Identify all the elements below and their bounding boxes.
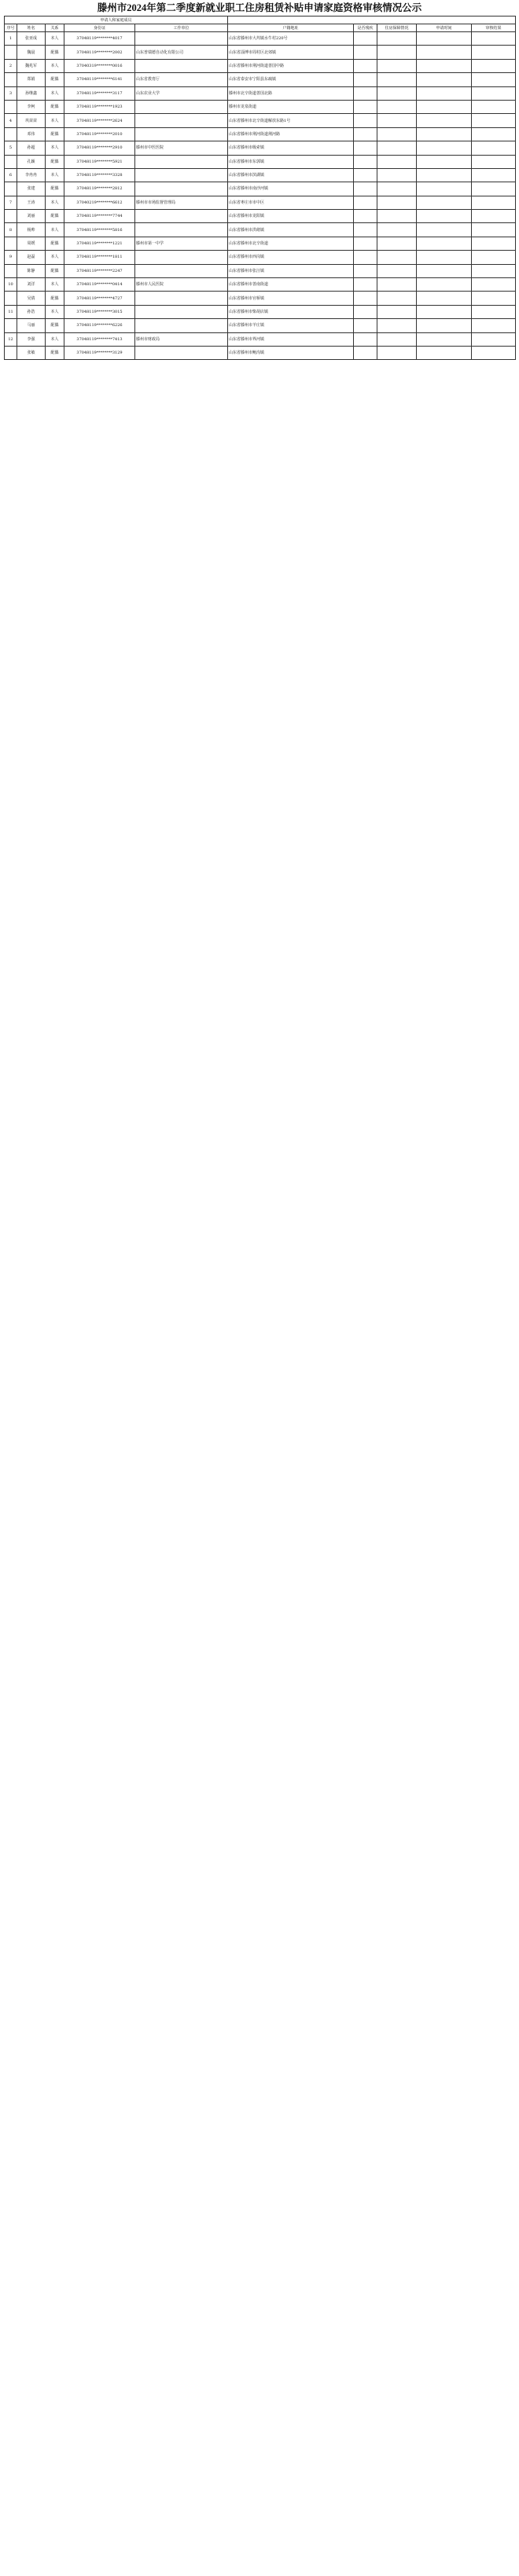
table-cell: 滕州市市场监督管理局 — [135, 196, 228, 209]
table-cell — [377, 155, 417, 168]
table-cell: 张亚成 — [17, 32, 46, 46]
table-cell — [417, 155, 472, 168]
table-cell: 山东省滕州市东郭镇 — [228, 155, 354, 168]
table-cell — [377, 73, 417, 86]
table-cell — [5, 264, 17, 277]
table-cell: 配偶 — [46, 237, 64, 250]
table-row — [5, 141, 516, 155]
table-cell — [5, 346, 17, 359]
table-cell — [135, 155, 228, 168]
table-cell — [377, 264, 417, 277]
table-cell: 滕州市第一中学 — [135, 237, 228, 250]
table-row — [5, 210, 516, 223]
table-row — [5, 114, 516, 127]
header-cell: 申请时间 — [417, 24, 472, 32]
table-cell: 山东省滕州市洪绪镇 — [228, 223, 354, 237]
table-cell — [472, 127, 516, 141]
table-cell: 本人 — [46, 86, 64, 100]
table-cell — [417, 86, 472, 100]
table-row — [5, 305, 516, 318]
table-row — [5, 251, 516, 264]
table-row — [5, 196, 516, 209]
table-cell: 配偶 — [46, 46, 64, 59]
table-cell: 11 — [5, 305, 17, 318]
table-cell — [135, 264, 228, 277]
table-cell — [135, 319, 228, 332]
table-cell: 吴倩 — [17, 292, 46, 305]
table-cell — [135, 223, 228, 237]
table-cell — [472, 305, 516, 318]
table-row — [5, 223, 516, 237]
table-cell — [377, 127, 417, 141]
table-cell: 9 — [5, 251, 17, 264]
table-cell: 配偶 — [46, 73, 64, 86]
table-cell: 本人 — [46, 59, 64, 72]
table-cell: 37048119********6226 — [64, 319, 135, 332]
table-cell — [354, 278, 377, 292]
table-cell — [377, 59, 417, 72]
table-cell — [135, 251, 228, 264]
table-cell — [354, 73, 377, 86]
table-cell: 山东省滕州市南沙河镇 — [228, 182, 354, 196]
table-cell — [417, 210, 472, 223]
table-cell — [135, 210, 228, 223]
table-cell: 8 — [5, 223, 17, 237]
table-cell: 滕州市中医医院 — [135, 141, 228, 155]
table-cell: 37048119********2002 — [64, 46, 135, 59]
table-cell: 37048119********3328 — [64, 168, 135, 182]
table-cell: 周媛 — [17, 237, 46, 250]
table-cell: 配偶 — [46, 182, 64, 196]
table-row — [5, 59, 516, 72]
table-cell — [417, 305, 472, 318]
table-cell — [417, 278, 472, 292]
table-cell: 配偶 — [46, 264, 64, 277]
table-cell: 1 — [5, 32, 17, 46]
table-cell — [354, 305, 377, 318]
table-cell: 山东省枣庄市市中区 — [228, 196, 354, 209]
table-cell: 本人 — [46, 251, 64, 264]
table-cell: 37048119********1221 — [64, 237, 135, 250]
table-cell — [417, 237, 472, 250]
group-header: 申请人和家庭成员 — [5, 17, 228, 24]
table-cell: 7 — [5, 196, 17, 209]
table-cell — [135, 100, 228, 113]
table-cell — [377, 346, 417, 359]
table-cell — [472, 155, 516, 168]
table-row — [5, 127, 516, 141]
table-cell: 山东省滕州市北辛街道解放东路1号 — [228, 114, 354, 127]
table-cell — [377, 210, 417, 223]
table-cell — [135, 292, 228, 305]
table-cell: 本人 — [46, 305, 64, 318]
table-cell — [472, 210, 516, 223]
table-row — [5, 332, 516, 346]
table-cell — [377, 237, 417, 250]
table-cell — [135, 59, 228, 72]
table-cell: 37048119********7413 — [64, 332, 135, 346]
table-cell — [354, 210, 377, 223]
table-cell: 郑娟 — [17, 73, 46, 86]
table-row — [5, 73, 516, 86]
table-cell — [417, 141, 472, 155]
table-cell: 魏晨 — [17, 46, 46, 59]
table-cell — [354, 59, 377, 72]
table-cell: 刘洋 — [17, 278, 46, 292]
table-cell: 37048119********3117 — [64, 86, 135, 100]
header-cell: 工作单位 — [135, 24, 228, 32]
table-cell: 3 — [5, 86, 17, 100]
table-cell — [472, 46, 516, 59]
table-cell — [417, 223, 472, 237]
table-cell — [5, 292, 17, 305]
header-cell: 身份证 — [64, 24, 135, 32]
table-cell — [5, 100, 17, 113]
table-cell — [472, 32, 516, 46]
table-cell: 山东省滕州市西岗镇 — [228, 251, 354, 264]
table-cell: 6 — [5, 168, 17, 182]
table-cell — [417, 346, 472, 359]
table-cell — [472, 182, 516, 196]
table-cell: 山东省滕州市荆河街道荆河路 — [228, 127, 354, 141]
table-cell — [472, 59, 516, 72]
table-cell — [417, 127, 472, 141]
table-cell: 本人 — [46, 196, 64, 209]
table-cell — [354, 182, 377, 196]
table-cell — [472, 168, 516, 182]
table-cell — [472, 196, 516, 209]
table-cell — [377, 196, 417, 209]
table-cell: 邓伟 — [17, 127, 46, 141]
table-cell: 山东省滕州市张汪镇 — [228, 264, 354, 277]
table-cell — [354, 168, 377, 182]
table-cell — [354, 127, 377, 141]
table-cell: 山东省滕州市大坞镇水牛村220号 — [228, 32, 354, 46]
table-cell: 山东省滕州市柴胡店镇 — [228, 305, 354, 318]
table-cell — [354, 292, 377, 305]
table-cell — [135, 114, 228, 127]
table-body — [5, 32, 516, 360]
table-cell: 37048119********3129 — [64, 346, 135, 359]
table-cell — [417, 196, 472, 209]
table-cell — [417, 168, 472, 182]
table-cell — [354, 141, 377, 155]
table-cell: 山东省淄博市周村区北郊镇 — [228, 46, 354, 59]
table-cell: 山东省滕州市善南街道 — [228, 278, 354, 292]
table-cell: 赵磊 — [17, 251, 46, 264]
table-cell — [472, 114, 516, 127]
table-cell — [377, 182, 417, 196]
applicant-table — [4, 16, 516, 360]
table-cell: 37048119********7744 — [64, 210, 135, 223]
table-cell — [472, 237, 516, 250]
table-cell: 配偶 — [46, 127, 64, 141]
table-cell: 本人 — [46, 141, 64, 155]
table-cell — [354, 332, 377, 346]
table-cell — [472, 73, 516, 86]
table-cell — [5, 319, 17, 332]
table-cell — [377, 251, 417, 264]
table-cell: 山东省滕州市荆河街道善国中路 — [228, 59, 354, 72]
table-row — [5, 319, 516, 332]
table-cell: 本人 — [46, 332, 64, 346]
header-cell: 序号 — [5, 24, 17, 32]
table-cell: 山东省滕州市龙阳镇 — [228, 210, 354, 223]
table-cell — [417, 114, 472, 127]
table-cell — [354, 114, 377, 127]
table-cell — [472, 223, 516, 237]
table-cell: 孙浩 — [17, 305, 46, 318]
table-cell: 刘丽 — [17, 210, 46, 223]
table-cell: 10 — [5, 278, 17, 292]
table-cell — [5, 127, 17, 141]
table-cell — [417, 182, 472, 196]
table-cell: 山东省滕州市北辛街道 — [228, 237, 354, 250]
table-cell: 配偶 — [46, 155, 64, 168]
table-cell — [354, 319, 377, 332]
table-row — [5, 155, 516, 168]
table-cell — [354, 100, 377, 113]
header-cell: 姓名 — [17, 24, 46, 32]
table-cell: 巩苗苗 — [17, 114, 46, 127]
table-cell: 37048119********2010 — [64, 127, 135, 141]
table-cell: 37040219********6612 — [64, 196, 135, 209]
table-cell — [377, 332, 417, 346]
table-cell — [417, 32, 472, 46]
table-cell — [354, 196, 377, 209]
table-cell — [472, 346, 516, 359]
table-cell: 配偶 — [46, 100, 64, 113]
header-row — [5, 24, 516, 32]
table-cell: 配偶 — [46, 346, 64, 359]
table-cell — [135, 168, 228, 182]
table-cell: 张建 — [17, 182, 46, 196]
table-cell — [5, 237, 17, 250]
table-cell — [377, 114, 417, 127]
table-row — [5, 237, 516, 250]
table-cell — [472, 332, 516, 346]
table-cell: 37048119********6141 — [64, 73, 135, 86]
table-cell: 滕州市龙泉街道 — [228, 100, 354, 113]
table-cell — [354, 46, 377, 59]
table-cell: 滕州市人民医院 — [135, 278, 228, 292]
table-cell: 山东省滕州市滨湖镇 — [228, 168, 354, 182]
table-cell — [354, 237, 377, 250]
table-cell — [354, 86, 377, 100]
table-cell — [354, 346, 377, 359]
table-cell: 37048119********0414 — [64, 278, 135, 292]
table-row — [5, 278, 516, 292]
header-cell: 是否残疾 — [354, 24, 377, 32]
table-cell: 2 — [5, 59, 17, 72]
table-cell: 山东省滕州市羊庄镇 — [228, 319, 354, 332]
header-cell: 户籍地址 — [228, 24, 354, 32]
table-row — [5, 292, 516, 305]
table-cell: 李冉冉 — [17, 168, 46, 182]
table-row — [5, 168, 516, 182]
table-cell: 12 — [5, 332, 17, 346]
table-cell: 本人 — [46, 223, 64, 237]
table-cell — [377, 32, 417, 46]
table-cell — [417, 332, 472, 346]
table-cell — [135, 32, 228, 46]
table-cell — [5, 73, 17, 86]
table-cell — [377, 278, 417, 292]
page-title: 滕州市2024年第二季度新就业职工住房租赁补贴申请家庭资格审核情况公示 — [97, 2, 422, 13]
table-cell — [5, 155, 17, 168]
table-cell — [472, 86, 516, 100]
table-cell: 37048119********2247 — [64, 264, 135, 277]
table-cell: 37048119********2812 — [64, 182, 135, 196]
table-cell — [472, 100, 516, 113]
table-cell: 37048119********4727 — [64, 292, 135, 305]
table-row — [5, 46, 516, 59]
table-cell: 陈静 — [17, 264, 46, 277]
table-cell — [377, 319, 417, 332]
table-cell: 山东省滕州市鲍沟镇 — [228, 346, 354, 359]
table-cell: 孙超 — [17, 141, 46, 155]
table-cell — [377, 100, 417, 113]
table-cell: 37048119********5816 — [64, 223, 135, 237]
table-cell: 本人 — [46, 114, 64, 127]
table-cell: 山东农业大学 — [135, 86, 228, 100]
table-cell — [5, 182, 17, 196]
table-cell: 孔颖 — [17, 155, 46, 168]
table-cell: 李柯 — [17, 100, 46, 113]
table-cell — [377, 292, 417, 305]
table-cell — [377, 305, 417, 318]
table-cell — [377, 86, 417, 100]
table-row — [5, 182, 516, 196]
table-cell — [377, 46, 417, 59]
table-cell — [417, 46, 472, 59]
table-cell — [472, 251, 516, 264]
table-cell — [417, 292, 472, 305]
header-cell: 关系 — [46, 24, 64, 32]
table-cell — [417, 100, 472, 113]
table-cell — [377, 141, 417, 155]
table-cell: 魏兆军 — [17, 59, 46, 72]
table-cell — [5, 210, 17, 223]
table-cell — [377, 223, 417, 237]
table-cell: 37048119********2624 — [64, 114, 135, 127]
table-cell: 5 — [5, 141, 17, 155]
table-cell — [472, 264, 516, 277]
table-cell — [472, 278, 516, 292]
table-cell: 37048119********1811 — [64, 251, 135, 264]
table-cell — [354, 155, 377, 168]
table-cell: 马丽 — [17, 319, 46, 332]
table-cell: 37048119********2910 — [64, 141, 135, 155]
table-cell: 山东省滕州市官桥镇 — [228, 292, 354, 305]
table-cell: 本人 — [46, 168, 64, 182]
table-cell — [135, 182, 228, 196]
table-cell — [354, 251, 377, 264]
table-cell: 张敏 — [17, 346, 46, 359]
table-cell: 山东省滕州市界河镇 — [228, 332, 354, 346]
table-cell: 山东省教育厅 — [135, 73, 228, 86]
table-cell — [5, 46, 17, 59]
table-cell: 山东普瑞德自动化有限公司 — [135, 46, 228, 59]
table-cell — [354, 32, 377, 46]
table-cell — [135, 305, 228, 318]
table-cell: 滕州市财政局 — [135, 332, 228, 346]
table-cell: 本人 — [46, 32, 64, 46]
table-row — [5, 32, 516, 46]
table-cell — [417, 59, 472, 72]
table-cell — [472, 319, 516, 332]
table-cell: 配偶 — [46, 292, 64, 305]
table-cell: 李强 — [17, 332, 46, 346]
table-cell: 本人 — [46, 278, 64, 292]
table-cell — [135, 346, 228, 359]
table-cell — [417, 319, 472, 332]
table-cell: 山东省泰安市宁阳县东疏镇 — [228, 73, 354, 86]
table-cell: 配偶 — [46, 210, 64, 223]
table-cell: 山东省滕州市级索镇 — [228, 141, 354, 155]
table-cell: 37048119********3015 — [64, 305, 135, 318]
table-cell: 37048119********1923 — [64, 100, 135, 113]
table-cell: 37048119********5921 — [64, 155, 135, 168]
table-cell — [377, 168, 417, 182]
header-cell: 审核结果 — [472, 24, 516, 32]
table-cell: 杨帅 — [17, 223, 46, 237]
table-cell — [417, 264, 472, 277]
table-cell — [417, 251, 472, 264]
table-cell — [135, 127, 228, 141]
table-cell — [354, 264, 377, 277]
table-row — [5, 264, 516, 277]
table-cell — [354, 223, 377, 237]
table-row — [5, 100, 516, 113]
table-cell: 37048119********4017 — [64, 32, 135, 46]
table-cell: 37040319********0016 — [64, 59, 135, 72]
table-row — [5, 86, 516, 100]
table-cell — [417, 73, 472, 86]
table-cell: 孙继鑫 — [17, 86, 46, 100]
table-row — [5, 346, 516, 359]
table-cell — [472, 141, 516, 155]
table-cell: 滕州市北辛街道善国北路 — [228, 86, 354, 100]
table-cell: 配偶 — [46, 319, 64, 332]
table-cell: 4 — [5, 114, 17, 127]
table-cell — [472, 292, 516, 305]
table-cell: 王涛 — [17, 196, 46, 209]
header-cell: 住房保障情况 — [377, 24, 417, 32]
